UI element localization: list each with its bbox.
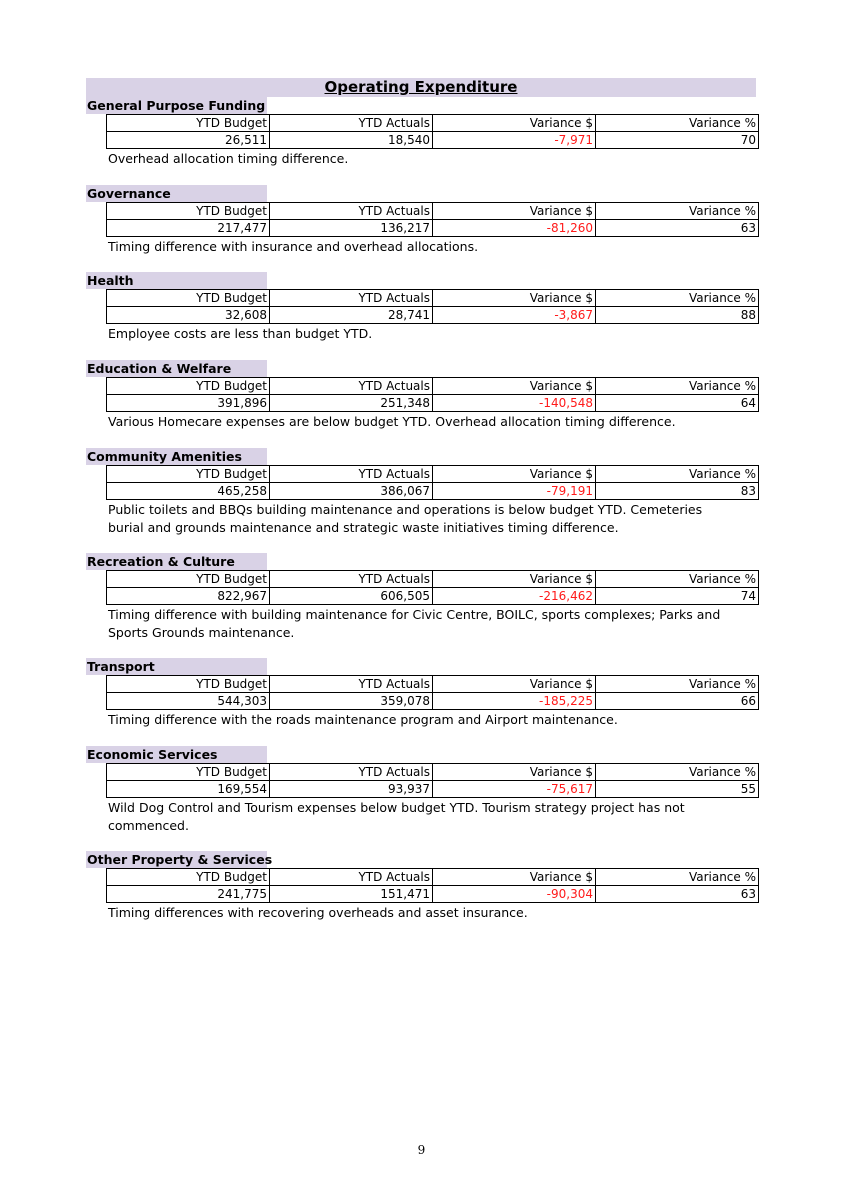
section-note: Timing differences with recovering overheads and asset insurance. <box>108 905 528 920</box>
header-variance-pct: Variance % <box>596 378 759 395</box>
table-row <box>107 220 759 237</box>
header-ytd-budget: YTD Budget <box>107 764 270 781</box>
header-variance-dollar: Variance $ <box>433 571 596 588</box>
section-community-amenities <box>86 448 758 537</box>
section-title: Governance <box>86 185 267 202</box>
variance-table <box>106 465 759 500</box>
variance-table <box>106 377 759 412</box>
ytd-actuals-value: 136,217 <box>270 220 433 237</box>
header-variance-dollar: Variance $ <box>433 378 596 395</box>
section-note: Wild Dog Control and Tourism expenses below budget YTD. Tourism strategy project has not commenced. <box>108 800 685 833</box>
variance-table <box>106 868 759 903</box>
ytd-budget-value: 391,896 <box>107 395 270 412</box>
ytd-actuals-value: 359,078 <box>270 693 433 710</box>
variance-dollar-value: -140,548 <box>433 395 596 412</box>
section-governance <box>86 185 758 256</box>
header-variance-pct: Variance % <box>596 466 759 483</box>
ytd-budget-value: 26,511 <box>107 132 270 149</box>
table-row <box>107 483 759 500</box>
header-variance-dollar: Variance $ <box>433 203 596 220</box>
variance-dollar-value: -75,617 <box>433 781 596 798</box>
variance-pct-value: 70 <box>596 132 759 149</box>
variance-dollar-value: -216,462 <box>433 588 596 605</box>
variance-dollar-value: -79,191 <box>433 483 596 500</box>
variance-table <box>106 763 759 798</box>
header-ytd-budget: YTD Budget <box>107 290 270 307</box>
section-other-property-services <box>86 851 758 922</box>
header-ytd-budget: YTD Budget <box>107 571 270 588</box>
section-note: Timing difference with building maintenance for Civic Centre, BOILC, sports complexes; Parks and Sports Grounds maintenance. <box>108 607 721 640</box>
variance-pct-value: 63 <box>596 886 759 903</box>
section-health <box>86 272 758 343</box>
table-row <box>107 693 759 710</box>
ytd-actuals-value: 386,067 <box>270 483 433 500</box>
ytd-budget-value: 217,477 <box>107 220 270 237</box>
table-header-row <box>107 676 759 693</box>
ytd-actuals-value: 18,540 <box>270 132 433 149</box>
header-variance-dollar: Variance $ <box>433 676 596 693</box>
ytd-actuals-value: 28,741 <box>270 307 433 324</box>
header-variance-dollar: Variance $ <box>433 466 596 483</box>
section-title: Economic Services <box>86 746 267 763</box>
header-variance-dollar: Variance $ <box>433 290 596 307</box>
table-header-row <box>107 869 759 886</box>
ytd-actuals-value: 251,348 <box>270 395 433 412</box>
table-header-row <box>107 115 759 132</box>
section-title: Community Amenities <box>86 448 267 465</box>
variance-pct-value: 63 <box>596 220 759 237</box>
table-header-row <box>107 571 759 588</box>
table-row <box>107 307 759 324</box>
header-ytd-actuals: YTD Actuals <box>270 115 433 132</box>
table-header-row <box>107 378 759 395</box>
header-ytd-actuals: YTD Actuals <box>270 764 433 781</box>
header-variance-pct: Variance % <box>596 571 759 588</box>
variance-pct-value: 64 <box>596 395 759 412</box>
header-ytd-budget: YTD Budget <box>107 203 270 220</box>
section-title: Transport <box>86 658 267 675</box>
variance-dollar-value: -7,971 <box>433 132 596 149</box>
header-variance-pct: Variance % <box>596 290 759 307</box>
variance-dollar-value: -3,867 <box>433 307 596 324</box>
variance-pct-value: 83 <box>596 483 759 500</box>
section-title: Other Property & Services <box>87 852 273 867</box>
section-education-welfare <box>86 360 758 431</box>
variance-pct-value: 55 <box>596 781 759 798</box>
header-ytd-actuals: YTD Actuals <box>270 676 433 693</box>
section-note: Timing difference with the roads maintenance program and Airport maintenance. <box>108 712 618 727</box>
section-general-purpose-funding <box>86 97 758 168</box>
table-header-row <box>107 203 759 220</box>
header-ytd-budget: YTD Budget <box>107 115 270 132</box>
header-ytd-actuals: YTD Actuals <box>270 571 433 588</box>
table-row <box>107 781 759 798</box>
variance-table <box>106 289 759 324</box>
header-ytd-actuals: YTD Actuals <box>270 378 433 395</box>
ytd-budget-value: 465,258 <box>107 483 270 500</box>
header-ytd-actuals: YTD Actuals <box>270 869 433 886</box>
ytd-actuals-value: 606,505 <box>270 588 433 605</box>
ytd-budget-value: 32,608 <box>107 307 270 324</box>
page-number: 9 <box>417 1143 426 1157</box>
header-variance-pct: Variance % <box>596 764 759 781</box>
section-note: Overhead allocation timing difference. <box>108 151 349 166</box>
ytd-budget-value: 544,303 <box>107 693 270 710</box>
header-variance-pct: Variance % <box>596 203 759 220</box>
header-ytd-budget: YTD Budget <box>107 466 270 483</box>
variance-table <box>106 675 759 710</box>
header-ytd-budget: YTD Budget <box>107 676 270 693</box>
header-ytd-budget: YTD Budget <box>107 869 270 886</box>
variance-table <box>106 202 759 237</box>
section-economic-services <box>86 746 758 835</box>
table-header-row <box>107 466 759 483</box>
header-ytd-actuals: YTD Actuals <box>270 203 433 220</box>
section-title: Health <box>86 272 267 289</box>
variance-table <box>106 114 759 149</box>
header-variance-dollar: Variance $ <box>433 869 596 886</box>
table-row <box>107 588 759 605</box>
table-row <box>107 132 759 149</box>
header-variance-pct: Variance % <box>596 115 759 132</box>
header-variance-pct: Variance % <box>596 869 759 886</box>
page-title: Operating Expenditure <box>86 78 756 97</box>
section-note: Timing difference with insurance and overhead allocations. <box>108 239 479 254</box>
variance-dollar-value: -81,260 <box>433 220 596 237</box>
table-header-row <box>107 290 759 307</box>
ytd-actuals-value: 151,471 <box>270 886 433 903</box>
section-note: Public toilets and BBQs building maintenance and operations is below budget YTD. Cemeteries burial and grounds maintenance and strategic waste initiatives timing difference. <box>108 502 703 535</box>
header-variance-dollar: Variance $ <box>433 764 596 781</box>
variance-dollar-value: -90,304 <box>433 886 596 903</box>
section-transport <box>86 658 758 729</box>
header-ytd-budget: YTD Budget <box>107 378 270 395</box>
table-row <box>107 395 759 412</box>
table-header-row <box>107 764 759 781</box>
section-title: Education & Welfare <box>86 360 267 377</box>
header-variance-pct: Variance % <box>596 676 759 693</box>
ytd-budget-value: 169,554 <box>107 781 270 798</box>
variance-table <box>106 570 759 605</box>
ytd-budget-value: 241,775 <box>107 886 270 903</box>
ytd-actuals-value: 93,937 <box>270 781 433 798</box>
variance-pct-value: 74 <box>596 588 759 605</box>
variance-dollar-value: -185,225 <box>433 693 596 710</box>
variance-pct-value: 88 <box>596 307 759 324</box>
section-note: Various Homecare expenses are below budget YTD. Overhead allocation timing difference. <box>108 414 676 429</box>
table-row <box>107 886 759 903</box>
variance-pct-value: 66 <box>596 693 759 710</box>
section-recreation-culture <box>86 553 758 642</box>
section-note: Employee costs are less than budget YTD. <box>108 326 373 341</box>
header-ytd-actuals: YTD Actuals <box>270 466 433 483</box>
section-title: General Purpose Funding <box>87 98 266 113</box>
section-title: Recreation & Culture <box>86 553 267 570</box>
header-ytd-actuals: YTD Actuals <box>270 290 433 307</box>
header-variance-dollar: Variance $ <box>433 115 596 132</box>
ytd-budget-value: 822,967 <box>107 588 270 605</box>
